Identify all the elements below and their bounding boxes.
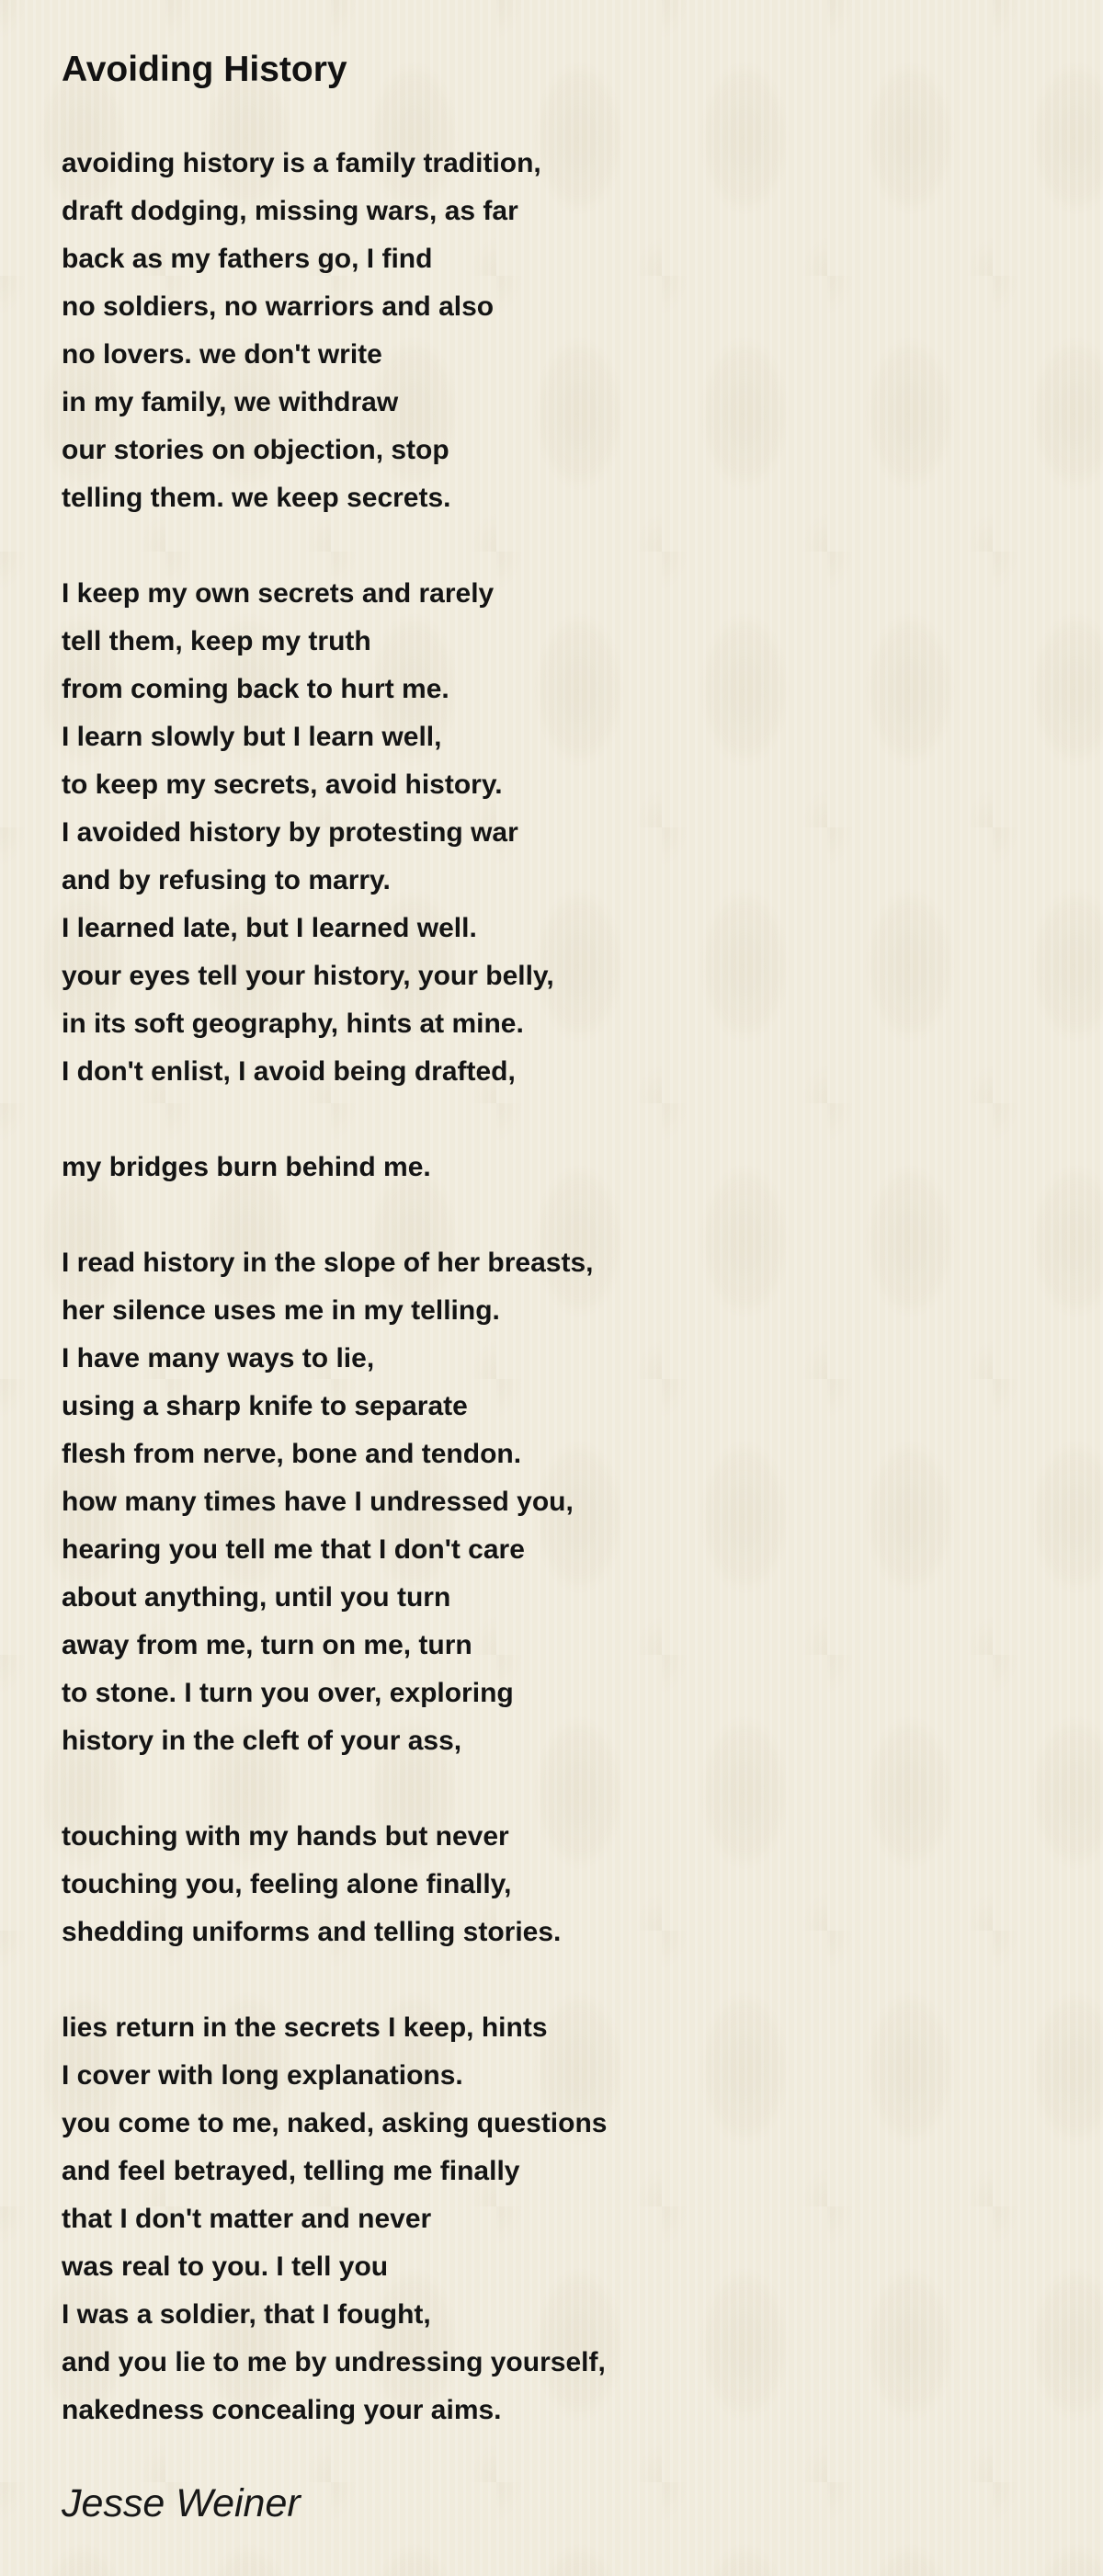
- poem-line: I read history in the slope of her breasts,: [62, 1248, 594, 1278]
- poem-line: no lovers. we don't write: [62, 339, 382, 370]
- poem-line: shedding uniforms and telling stories.: [62, 1917, 562, 1947]
- poem-line: and feel betrayed, telling me finally: [62, 2156, 520, 2186]
- poem-line: avoiding history is a family tradition,: [62, 148, 541, 178]
- poem-line: that I don't matter and never: [62, 2204, 432, 2234]
- poem-stanza: [62, 2004, 1054, 2434]
- poem-title: Avoiding History: [62, 50, 347, 89]
- poem-line: touching with my hands but never: [62, 1821, 509, 1852]
- poem-stanza: [62, 1813, 1054, 1956]
- poem-line: draft dodging, missing wars, as far: [62, 196, 518, 226]
- poem-line: you come to me, naked, asking questions: [62, 2108, 608, 2138]
- poem-line: I have many ways to lie,: [62, 1343, 375, 1373]
- poem-line: your eyes tell your history, your belly,: [62, 961, 554, 991]
- poem-line: I don't enlist, I avoid being drafted,: [62, 1056, 516, 1087]
- poem-line: I keep my own secrets and rarely: [62, 578, 495, 609]
- poem-stanza: [62, 140, 1054, 522]
- poem-line: telling them. we keep secrets.: [62, 483, 451, 513]
- poem-line: I avoided history by protesting war: [62, 817, 518, 848]
- poem-line: from coming back to hurt me.: [62, 674, 449, 704]
- poem-line: hearing you tell me that I don't care: [62, 1534, 525, 1565]
- poem-line: away from me, turn on me, turn: [62, 1630, 472, 1660]
- poem-line: no soldiers, no warriors and also: [62, 291, 495, 322]
- poem-line: I learn slowly but I learn well,: [62, 722, 442, 752]
- poem-line: touching you, feeling alone finally,: [62, 1869, 512, 1899]
- poem-line: to stone. I turn you over, exploring: [62, 1678, 514, 1708]
- poem-line: flesh from nerve, bone and tendon.: [62, 1439, 522, 1469]
- poem-line: I was a soldier, that I fought,: [62, 2299, 431, 2330]
- poem-line: tell them, keep my truth: [62, 626, 371, 656]
- poem-line: my bridges burn behind me.: [62, 1152, 431, 1182]
- poem-line: our stories on objection, stop: [62, 435, 449, 465]
- poem-stanza: [62, 570, 1054, 1096]
- poem-line: history in the cleft of your ass,: [62, 1726, 462, 1756]
- poem-line: was real to you. I tell you: [62, 2251, 389, 2282]
- poem-line: about anything, until you turn: [62, 1582, 451, 1613]
- poem-line: in my family, we withdraw: [62, 387, 399, 417]
- poem-line: and by refusing to marry.: [62, 865, 391, 895]
- poem-line: and you lie to me by undressing yourself,: [62, 2347, 606, 2377]
- poem-line: in its soft geography, hints at mine.: [62, 1009, 524, 1039]
- poem-line: back as my fathers go, I find: [62, 244, 433, 274]
- poem-body: [62, 140, 1054, 2434]
- poem-line: how many times have I undressed you,: [62, 1487, 574, 1517]
- poem-stanza: [62, 1239, 1054, 1765]
- poem-author: Jesse Weiner: [62, 2481, 301, 2525]
- poem-line: nakedness concealing your aims.: [62, 2395, 502, 2425]
- poem-line: to keep my secrets, avoid history.: [62, 769, 503, 800]
- poem-line: I cover with long explanations.: [62, 2060, 463, 2091]
- poem-line: lies return in the secrets I keep, hints: [62, 2012, 548, 2043]
- poem-line: using a sharp knife to separate: [62, 1391, 468, 1421]
- poem-stanza: [62, 1144, 1054, 1191]
- poem-line: I learned late, but I learned well.: [62, 913, 477, 943]
- poem: [62, 48, 1054, 2434]
- poem-line: her silence uses me in my telling.: [62, 1295, 500, 1326]
